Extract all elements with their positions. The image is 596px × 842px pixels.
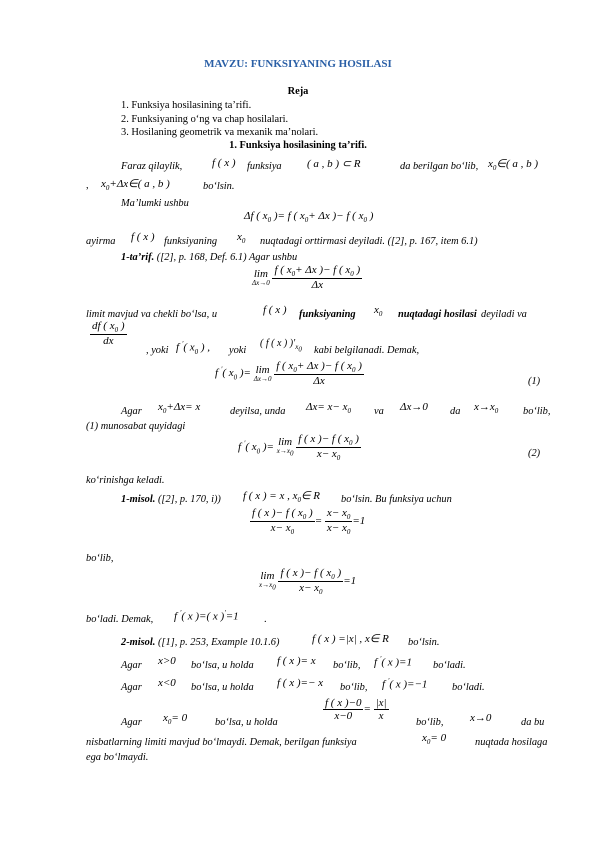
math-x0-eq-0: $x_0= 0$: [422, 732, 447, 747]
math-limit-def: lim Δx→0 $\frac{f ( x_0+ \Delta x )- f ( x_0 )}{\Delta x}$: [252, 264, 361, 292]
paragraph-text: ayirma: [86, 236, 116, 247]
math-x0: $x_0$: [374, 304, 383, 319]
example-ref: ([1], p. 253, Example 10.1.6): [157, 637, 280, 648]
paragraph-text: da: [450, 406, 461, 417]
example-label: 1-misol.: [121, 494, 156, 505]
paragraph-text: bo‘lsin. Bu funksiya uchun: [341, 494, 452, 505]
paragraph-text: ega bo‘lmaydi.: [86, 752, 149, 763]
math-fx-abs: f ( x ) =|x| , x∈ R: [312, 633, 389, 645]
math-ratio-eq-1: $\frac{f ( x )- f ( x_0 )}{x- x_0}$ = $\frac{x- x_0}{x- x_0}$ =1: [252, 507, 366, 537]
comma: ,: [86, 180, 89, 191]
paragraph-text: funksiyaning: [164, 236, 218, 247]
math-x-gt-0: x>0: [158, 655, 176, 667]
math-equation-2: f ′( $x_0$ )= lim $x\to x_0$ $\frac{f ( x )- f ( x_0 )}{x- x_0}$: [238, 433, 359, 463]
paragraph-text: bo‘lsa, u holda: [191, 682, 254, 693]
math-fprime-x0: f ′( $x_0$ ) ,: [176, 340, 211, 356]
paragraph-text: Agar: [121, 682, 142, 693]
paragraph-text: ko‘rinishga keladi.: [86, 475, 165, 486]
math-x-to-x0: $x\to x_0$: [474, 401, 499, 416]
math-df-dx: $\frac{df ( x_0 )}{dx}$: [92, 320, 125, 348]
paragraph-text: da bu: [521, 717, 545, 728]
paragraph-text: Ma’lumki ushbu: [121, 198, 189, 209]
math-interval: ( a , b ) ⊂ R: [307, 158, 361, 170]
paragraph-text: da berilgan bo‘lib,: [400, 161, 479, 172]
example-2-line: [121, 637, 279, 648]
plan-item: 3. Hosilaning geometrik va mexanik ma’nolari.: [121, 127, 319, 138]
paragraph-text: bo‘lib,: [416, 717, 444, 728]
paragraph-text: va: [374, 406, 384, 417]
paragraph-text: kabi belgilanadi. Demak,: [314, 345, 420, 356]
equation-number: (1): [528, 376, 541, 387]
paragraph-text: funksiyaning: [299, 309, 356, 320]
plan-item: 1. Funksiya hosilasining ta’rifi.: [121, 100, 252, 111]
math-x0-eq-0: $x_0= 0$: [163, 712, 188, 727]
paragraph-text: Agar: [121, 660, 142, 671]
plan-heading: Reja: [287, 86, 309, 97]
math-f-eq-x: f ( x )= x: [277, 655, 316, 667]
paragraph-text: nuqtadagi orttirmasi deyiladi. ([2], p. 167, item 6.1): [260, 236, 478, 247]
math-abs-ratio: $\frac{f ( x )-0}{x-0}$ = $\frac{|x|}{x}$: [325, 697, 387, 722]
math-x0dx-eq-x: $x_0+\Delta x= x$: [158, 401, 201, 416]
period: .: [264, 614, 267, 625]
math-fx: f ( x ): [212, 157, 236, 169]
paragraph-text: yoki: [229, 345, 247, 356]
paragraph-text: bo‘lib,: [333, 660, 361, 671]
paragraph-text: bo‘ladi.: [452, 682, 485, 693]
math-equation-1: f ′( $x_0$ )= lim Δx→0 $\frac{f ( x_0+ \Delta x )- f ( x_0 )}{\Delta x}$: [215, 360, 362, 388]
math-x-to-0: x→0: [470, 712, 492, 724]
math-dx-def: $\Delta x= x- x_0$: [306, 401, 351, 416]
example-ref: ([2], p. 170, i)): [157, 494, 221, 505]
paragraph-text: bo‘lib,: [340, 682, 368, 693]
paragraph-text: bo‘lsa, u holda: [191, 660, 254, 671]
paragraph-text: funksiya: [247, 161, 282, 172]
math-fx: f ( x ): [131, 231, 155, 243]
math-x0: $x_0$: [237, 231, 246, 246]
math-x-lt-0: x<0: [158, 677, 176, 689]
paragraph-text: Agar: [121, 717, 142, 728]
math-fprime-at: ( f ( x ) )$'_{x_0}$: [260, 338, 302, 354]
definition-label: 1-ta’rif.: [121, 252, 155, 263]
math-fprime-eq-neg1: f ′( x )=−1: [382, 677, 428, 691]
math-f-eq-neg-x: f ( x )=− x: [277, 677, 323, 689]
math-fx-eq-x: f ( x ) = x , $x_0\in$ R: [243, 490, 321, 505]
example-label: 2-misol.: [121, 637, 156, 648]
paragraph-text: bo‘lsin.: [203, 181, 235, 192]
paragraph-text: bo‘lib,: [86, 553, 114, 564]
page-title: MAVZU: FUNKSIYANING HOSILASI: [204, 58, 392, 70]
paragraph-text: nisbatlarning limiti mavjud bo‘lmaydi. Demak, berilgan funksiya: [86, 737, 357, 748]
definition-ref: ([2], p. 168, Def. 6.1) Agar ushbu: [156, 252, 298, 263]
plan-item: 2. Funksiyaning o‘ng va chap hosilalari.: [121, 114, 289, 125]
paragraph-text: nuqtada hosilaga: [475, 737, 548, 748]
paragraph-text: nuqtadagi hosilasi: [398, 309, 477, 320]
paragraph-text: limit mavjud va chekli bo‘lsa, u: [86, 309, 218, 320]
paragraph-text: deyiladi va: [481, 309, 527, 320]
paragraph-text: Agar: [121, 406, 142, 417]
math-x0-in: $x_0\in$( a , b ): [488, 158, 539, 173]
paragraph-text: bo‘lsa, u holda: [215, 717, 278, 728]
math-x0-dx: $x_0+\Delta x\in$( a , b ): [101, 178, 170, 193]
paragraph-text: Faraz qilaylik,: [121, 161, 183, 172]
paragraph-text: bo‘lsin.: [408, 637, 440, 648]
paragraph-text: , yoki: [146, 345, 169, 356]
math-limit-eq-1: lim $x\to x_0$ $\frac{f ( x )- f ( x_0 )}{x- x_0}$ =1: [259, 567, 357, 597]
paragraph-text: bo‘ladi.: [433, 660, 466, 671]
paragraph-text: bo‘lib,: [523, 406, 551, 417]
section-heading: 1. Funksiya hosilasining ta’rifi.: [229, 140, 367, 151]
definition-line: [121, 252, 297, 263]
math-derivative-x: f ′( x )=( x )′=1: [174, 609, 239, 623]
math-fx: f ( x ): [263, 304, 287, 316]
paragraph-text: deyilsa, unda: [230, 406, 286, 417]
paragraph-text: bo‘ladi. Demak,: [86, 614, 154, 625]
math-fprime-eq-1: f ′( x )=1: [374, 655, 412, 669]
equation-number: (2): [528, 448, 541, 459]
math-increment: Δf ( $x_0$ )= f ( $x_0+ \Delta x$ )− f ( $x_0$ ): [244, 210, 374, 225]
example-1-line: [121, 494, 221, 505]
math-dx-to-0: Δx→0: [400, 401, 428, 413]
paragraph-text: (1) munosabat quyidagi: [86, 421, 186, 432]
